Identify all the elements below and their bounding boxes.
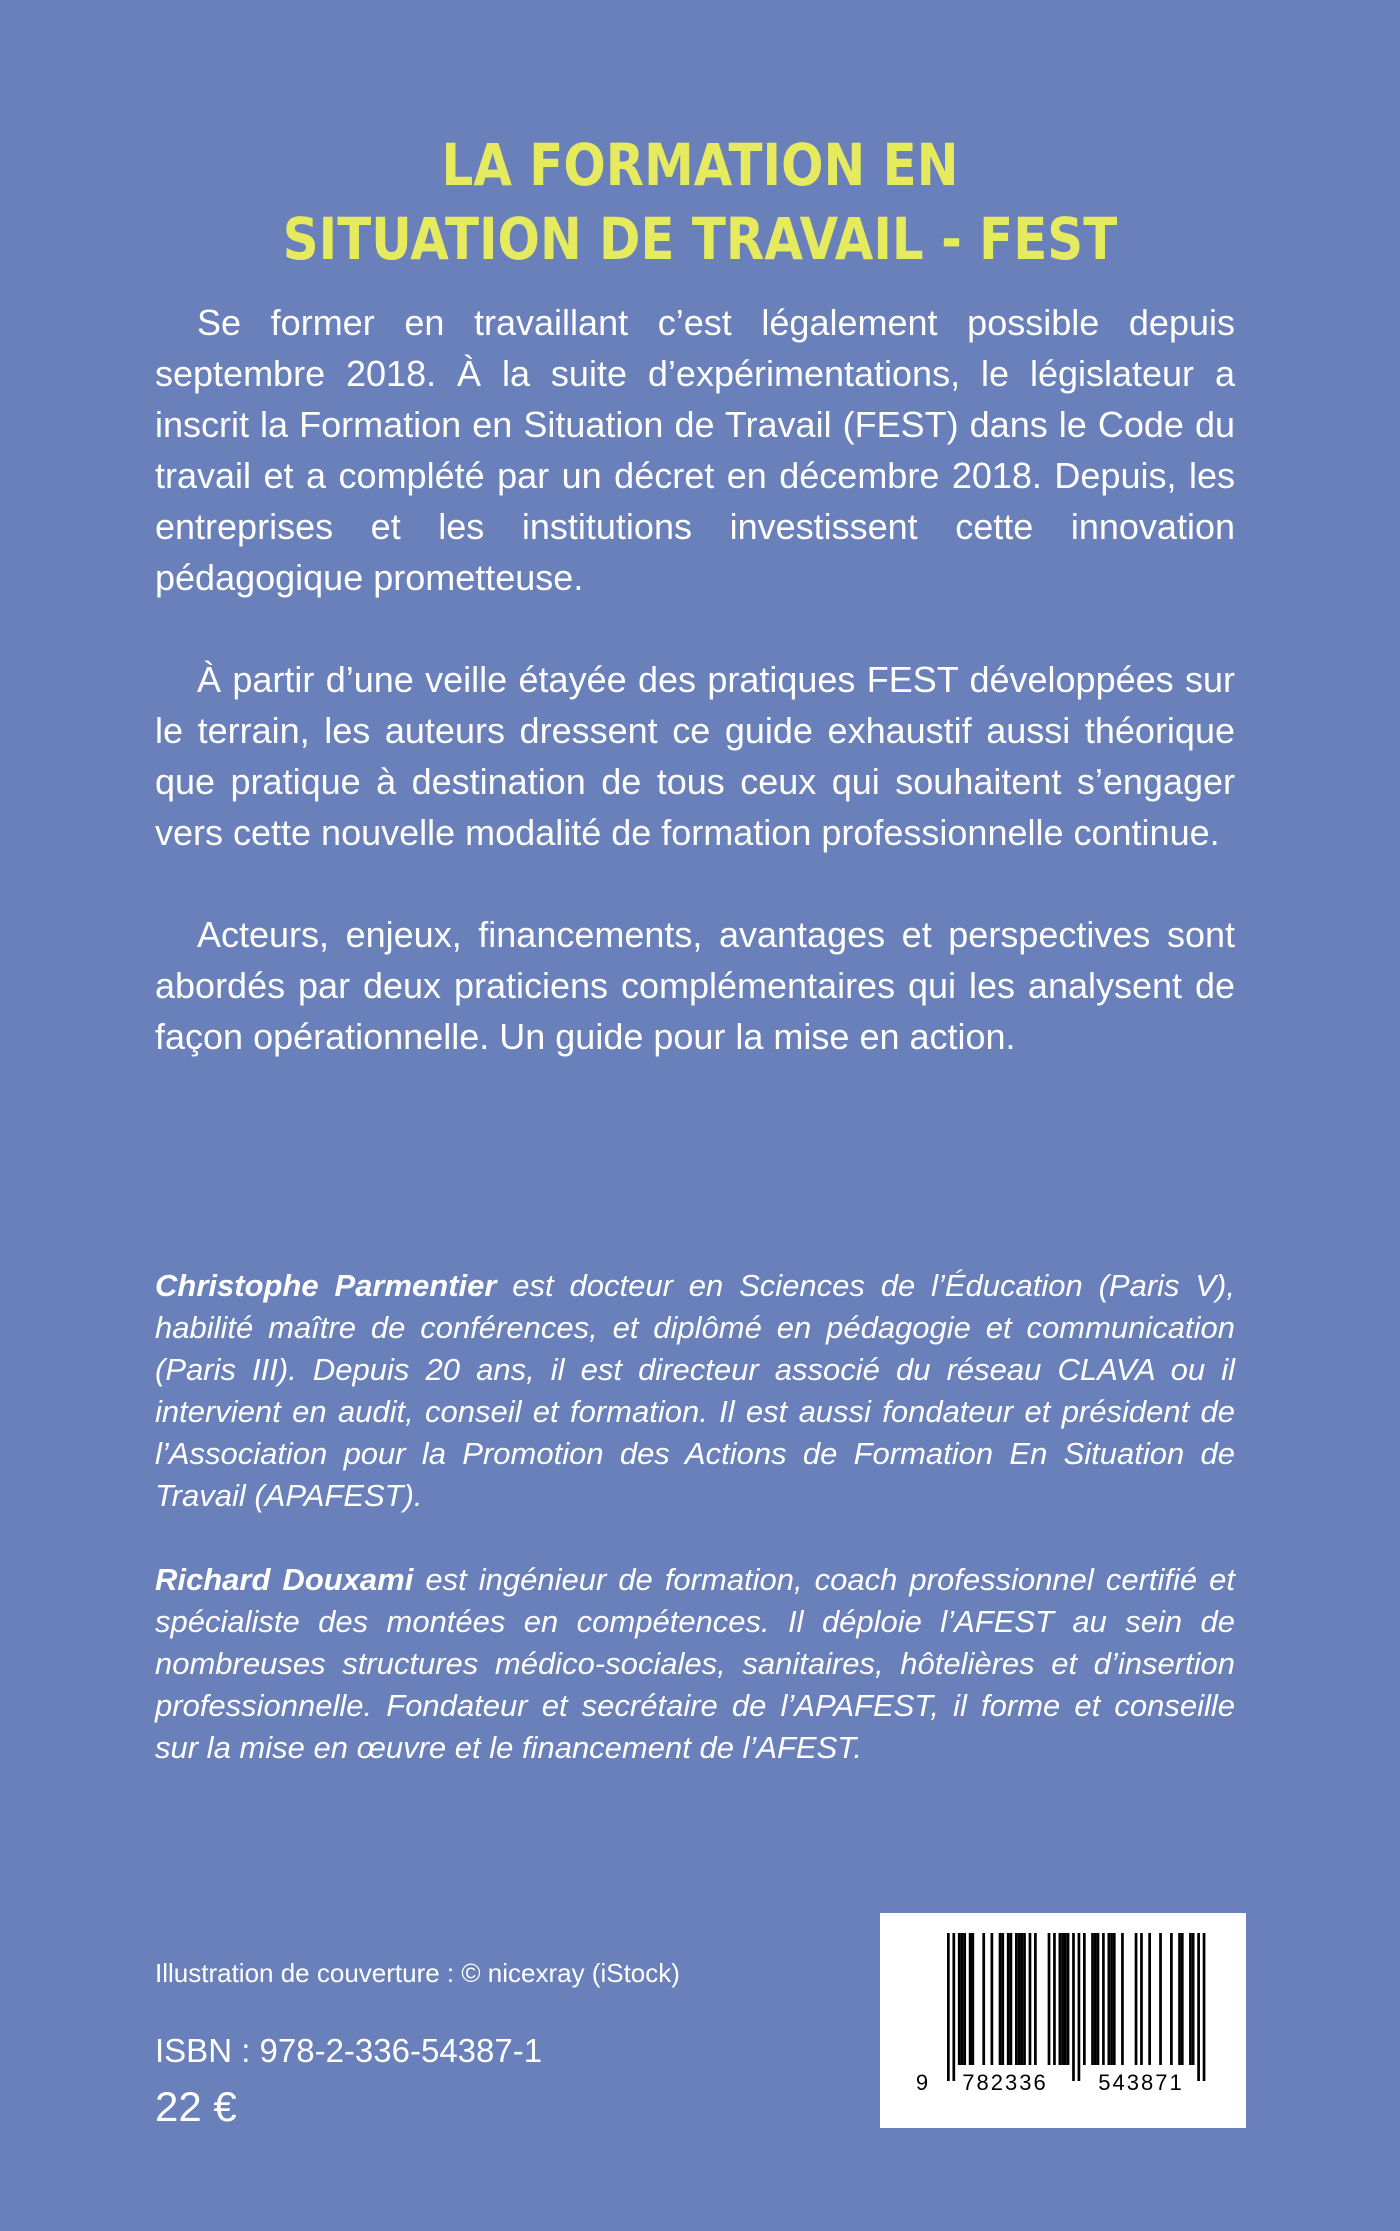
barcode-right-group: 543871 xyxy=(1098,2070,1184,2095)
barcode-bar xyxy=(991,1933,994,2065)
barcode-bar xyxy=(952,1933,955,2081)
barcode-bar xyxy=(1113,1933,1116,2065)
book-title xyxy=(98,128,1302,276)
barcode-bar xyxy=(1178,1933,1181,2065)
barcode-bar xyxy=(1020,1933,1023,2065)
blurb-paragraph: À partir d’une veille étayée des pratiques FEST développées sur le terrain, les auteurs dressent ce guide exhaustif aussi théorique que pratique à destination de tous ceux qui souhaitent s’engager vers cette nouvelle modalité de formation professionnelle continue. xyxy=(155,659,1235,853)
barcode-bar xyxy=(1007,1933,1010,2065)
barcode-bar xyxy=(1018,1933,1021,2065)
barcode xyxy=(880,1913,1246,2128)
barcode-bar xyxy=(1067,1933,1070,2065)
barcode-bar xyxy=(1083,1933,1086,2065)
barcode-bar xyxy=(1023,1933,1026,2065)
barcode-bar xyxy=(1053,1933,1056,2065)
barcode-bar xyxy=(1010,1933,1013,2065)
barcode-bar xyxy=(1140,1933,1143,2065)
barcode-first-digit: 9 xyxy=(915,2070,929,2095)
barcode-bar xyxy=(947,1933,950,2081)
barcode-bar xyxy=(1091,1933,1094,2065)
price: 22 € xyxy=(155,2083,237,2130)
barcode-bar xyxy=(1061,1933,1064,2065)
author-bio xyxy=(155,1265,1235,1517)
barcode-left-group: 782336 xyxy=(962,2070,1048,2095)
barcode-bar xyxy=(1192,1933,1195,2065)
barcode-bar xyxy=(1148,1933,1151,2065)
isbn: ISBN : 978-2-336-54387-1 xyxy=(155,2032,543,2069)
barcode-bar xyxy=(982,1933,985,2065)
barcode-bar xyxy=(1072,1933,1075,2081)
barcode-bars xyxy=(947,1933,1205,2081)
barcode-bar xyxy=(963,1933,966,2065)
barcode-bar xyxy=(1121,1933,1124,2065)
author-bios xyxy=(155,1265,1235,1769)
barcode-bar xyxy=(958,1933,961,2065)
barcode-bar xyxy=(999,1933,1002,2065)
barcode-bar xyxy=(1034,1933,1037,2065)
blurb-paragraph: Acteurs, enjeux, financements, avantages et perspectives sont abordés par deux praticiens complémentaires qui les analysent de façon opérationnelle. Un guide pour la mise en action. xyxy=(155,914,1235,1057)
barcode-bar xyxy=(1048,1933,1051,2065)
author-bio-text: est ingénieur de formation, coach professionnel certifié et spécialiste des montées en compétences. Il déploie l’AFEST au sein de nombreuses structures médico-sociales, sanitaires, hôtelières et d’insertion professionnelle. Fondateur et secrétaire de l’APAFEST, il forme et conseille sur la mise en œuvre et le financement de l’AFEST. xyxy=(155,1562,1235,1765)
blurb-paragraph: Se former en travaillant c’est légalement possible depuis septembre 2018. À la suite d’expérimentations, le législateur a inscrit la Formation en Situation de Travail (FEST) dans le Code du travail et a complété par un décret en décembre 2018. Depuis, les entreprises et les institutions investissent cette innovation pédagogique prometteuse. xyxy=(155,302,1235,598)
barcode-bar xyxy=(1203,1933,1206,2081)
barcode-bar xyxy=(1097,1933,1100,2065)
barcode-bar xyxy=(1029,1933,1032,2065)
title-line-1: LA FORMATION EN xyxy=(441,131,959,199)
barcode-bar xyxy=(1107,1933,1110,2065)
title-line-2: SITUATION DE TRAVAIL - FEST xyxy=(282,205,1118,273)
barcode-bar xyxy=(1102,1933,1105,2065)
barcode-bar xyxy=(1001,1933,1004,2065)
author-bio-text: est docteur en Sciences de l’Éducation (Paris V), habilité maître de conférences, et diplômé en pédagogie et communication (Paris III). Depuis 20 ans, il est directeur associé du réseau CLAVA ou il intervient en audit, conseil et formation. Il est aussi fondateur et président de l’Association pour la Promotion des Actions de Formation En Situation de Travail (APAFEST). xyxy=(155,1268,1235,1513)
author-name: Christophe Parmentier xyxy=(155,1268,497,1303)
barcode-bar xyxy=(1170,1933,1173,2065)
barcode-bar xyxy=(1078,1933,1081,2081)
barcode-bar xyxy=(1189,1933,1192,2065)
author-bio xyxy=(155,1559,1235,1769)
barcode-bar xyxy=(1064,1933,1067,2065)
barcode-bar xyxy=(1015,1933,1018,2065)
barcode-bar xyxy=(1181,1933,1184,2065)
barcode-graphic xyxy=(880,1913,1246,2128)
barcode-bar xyxy=(969,1933,972,2065)
barcode-bar xyxy=(1094,1933,1097,2065)
author-name: Richard Douxami xyxy=(155,1562,414,1597)
blurb xyxy=(155,297,1235,1062)
barcode-bar xyxy=(1197,1933,1200,2081)
barcode-bar xyxy=(1110,1933,1113,2065)
barcode-bar xyxy=(1059,1933,1062,2065)
cover-credit: Illustration de couverture : © nicexray (iStock) xyxy=(155,1958,680,1988)
barcode-bar xyxy=(971,1933,974,2065)
barcode-bar xyxy=(961,1933,964,2065)
barcode-bar xyxy=(1135,1933,1138,2065)
barcode-bar xyxy=(1159,1933,1162,2065)
